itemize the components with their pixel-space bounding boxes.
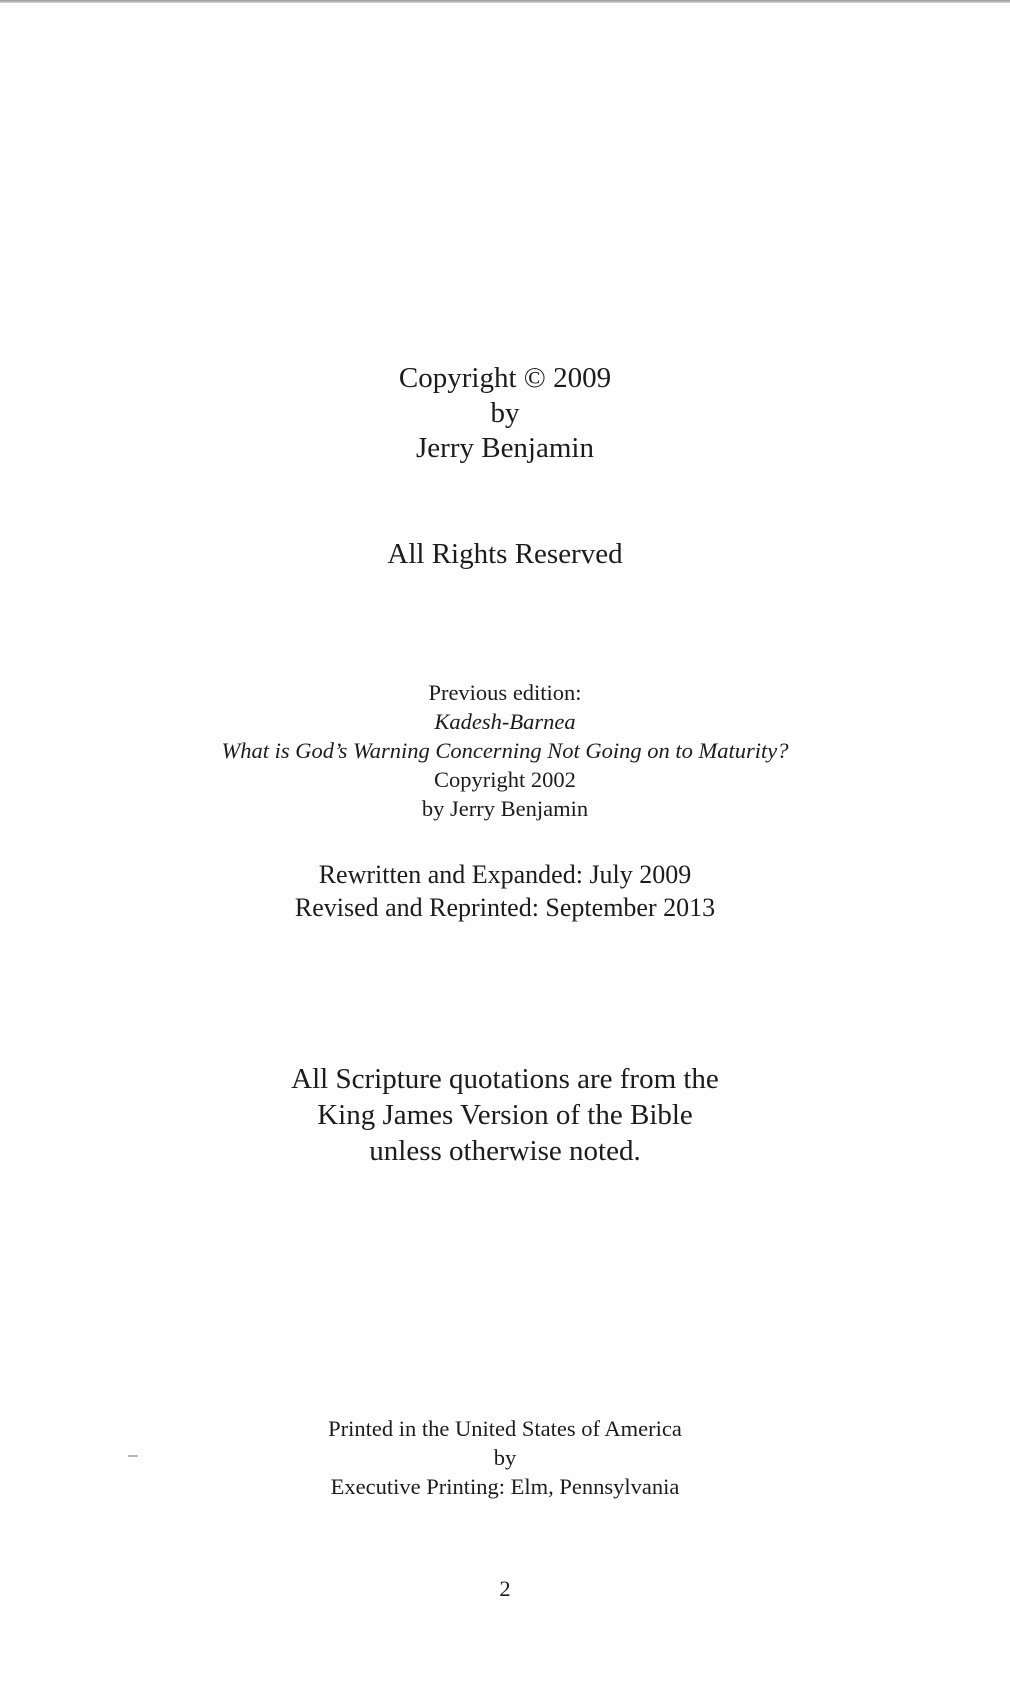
- scripture-note-line-2: King James Version of the Bible: [317, 1099, 693, 1131]
- copyright-author: Jerry Benjamin: [416, 432, 594, 464]
- printed-by: by: [493, 1445, 517, 1470]
- copyright-by: by: [490, 397, 520, 429]
- printed-in-line: Printed in the United States of America: [328, 1416, 682, 1441]
- rewritten-note: Rewritten and Expanded: July 2009: [318, 860, 692, 889]
- page-number: 2: [499, 1576, 511, 1601]
- revised-note: Revised and Reprinted: September 2013: [294, 893, 716, 922]
- page-top-edge: [0, 0, 1010, 3]
- previous-edition-label: Previous edition:: [428, 680, 582, 705]
- copyright-line: Copyright © 2009: [398, 362, 612, 394]
- previous-edition-title: Kadesh-Barnea: [434, 709, 576, 734]
- rights-reserved: All Rights Reserved: [387, 538, 623, 570]
- previous-edition-author: by Jerry Benjamin: [421, 796, 589, 821]
- printer-name: Executive Printing: Elm, Pennsylvania: [330, 1474, 680, 1499]
- scripture-note-line-1: All Scripture quotations are from the: [291, 1063, 719, 1095]
- previous-edition-subtitle: What is God’s Warning Concerning Not Going on to Maturity?: [221, 738, 789, 763]
- scripture-note-line-3: unless otherwise noted.: [369, 1135, 641, 1167]
- previous-edition-copyright: Copyright 2002: [434, 767, 576, 792]
